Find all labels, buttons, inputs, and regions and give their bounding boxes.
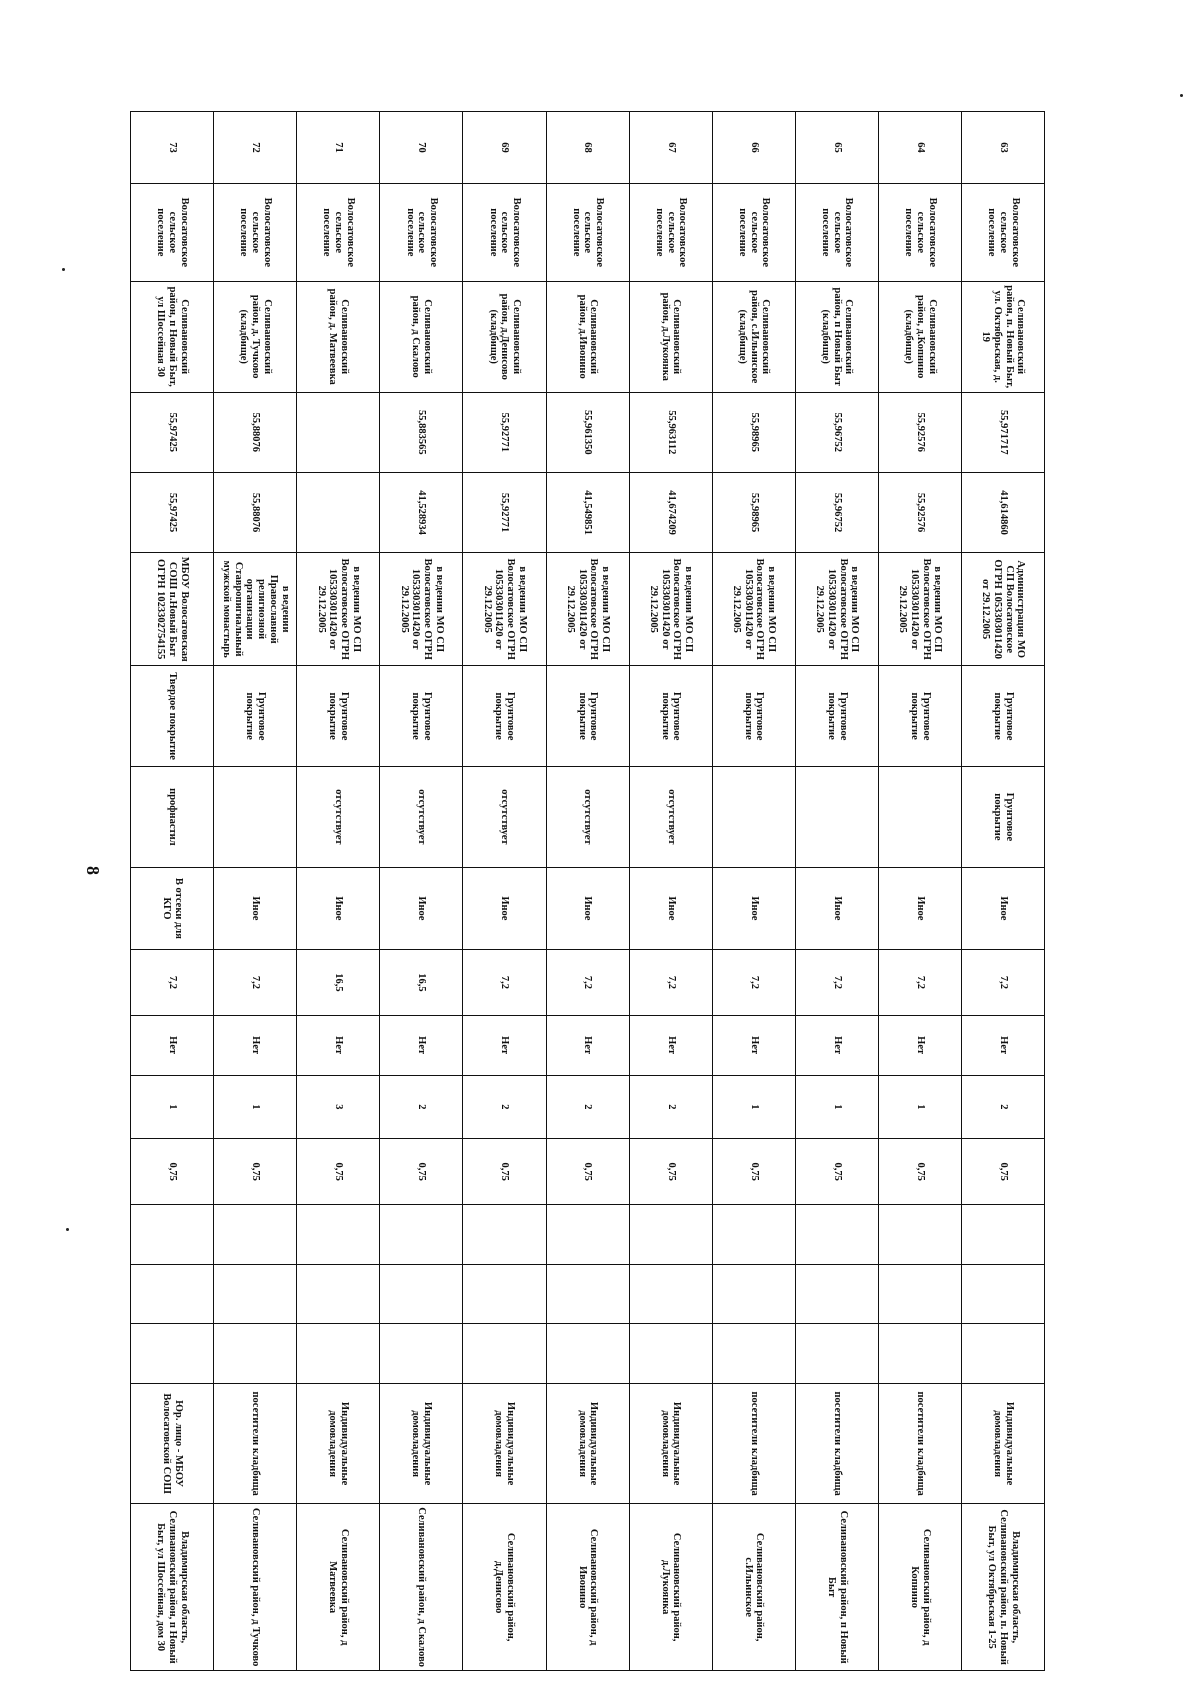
cell-container-kind: Иное xyxy=(463,867,546,949)
cell-container-kind: Иное xyxy=(712,867,795,949)
cell-extra-3 xyxy=(878,1324,961,1384)
cell-area: 7,2 xyxy=(878,950,961,1016)
cell-container-kind: В отсеки для КГО xyxy=(131,867,214,949)
cell-settlement: Волосатовское сельское поселение xyxy=(878,183,961,281)
cell-owner: в ведении Православной религиозной организации Ставропигиальный мужской монастырь xyxy=(214,553,297,666)
cell-waste-source: посетители кладбища xyxy=(878,1383,961,1503)
cell-area: 7,2 xyxy=(961,950,1044,1016)
cell-container-count: 1 xyxy=(795,1075,878,1139)
cell-extra-2 xyxy=(961,1264,1044,1324)
cell-area: 7,2 xyxy=(712,950,795,1016)
cell-extra-3 xyxy=(463,1324,546,1384)
cell-container-kind: Иное xyxy=(380,867,463,949)
cell-waste-source: Индивидуальные домовладения xyxy=(297,1383,380,1503)
cell-owner: в ведении МО СП Волосатовское ОГРН 1053303011420 от 29.12.2005 xyxy=(463,553,546,666)
cell-container-volume: 0,75 xyxy=(463,1139,546,1205)
cell-container-volume: 0,75 xyxy=(878,1139,961,1205)
cell-served-object: Селивановский район, д Тучково xyxy=(214,1504,297,1671)
cell-owner: в ведении МО СП Волосатовское ОГРН 1053303011420 от 29.12.2005 xyxy=(629,553,712,666)
cell-settlement: Волосатовское сельское поселение xyxy=(629,183,712,281)
cell-container-count: 2 xyxy=(961,1075,1044,1139)
cell-separate-collection: Нет xyxy=(131,1015,214,1075)
cell-fence xyxy=(795,767,878,868)
cell-surface: Грунтовое покрытие xyxy=(629,666,712,767)
cell-area: 16,5 xyxy=(297,950,380,1016)
cell-container-volume: 0,75 xyxy=(297,1139,380,1205)
cell-served-object: Селивановский район, п Новый Быт xyxy=(795,1504,878,1671)
cell-fence: Грунтовое покрытие xyxy=(961,767,1044,868)
cell-surface: Грунтовое покрытие xyxy=(878,666,961,767)
cell-latitude: 55,98965 xyxy=(712,392,795,472)
cell-longitude: 55,92771 xyxy=(463,472,546,552)
cell-separate-collection: Нет xyxy=(463,1015,546,1075)
cell-container-volume: 0,75 xyxy=(214,1139,297,1205)
cell-extra-1 xyxy=(629,1205,712,1265)
cell-latitude: 55,971717 xyxy=(961,392,1044,472)
cell-address: Селивановский район, с.Ильинское (кладбище) xyxy=(712,281,795,392)
table-row xyxy=(878,112,961,1671)
table-row xyxy=(131,112,214,1671)
cell-separate-collection: Нет xyxy=(297,1015,380,1075)
cell-address: Селивановский район, д.Лукоянка xyxy=(629,281,712,392)
cell-longitude: 55,96752 xyxy=(795,472,878,552)
cell-container-count: 3 xyxy=(297,1075,380,1139)
cell-area: 7,2 xyxy=(795,950,878,1016)
cell-separate-collection: Нет xyxy=(380,1015,463,1075)
table-row xyxy=(629,112,712,1671)
cell-number: 70 xyxy=(380,112,463,184)
cell-container-volume: 0,75 xyxy=(131,1139,214,1205)
cell-owner: МБОУ Волосатовская СОШ п.Новый Быт ОГРН 1023302754155 xyxy=(131,553,214,666)
table-body xyxy=(131,112,1045,1671)
cell-extra-2 xyxy=(131,1264,214,1324)
cell-container-kind: Иное xyxy=(878,867,961,949)
cell-latitude: 55,883565 xyxy=(380,392,463,472)
cell-owner: в ведении МО СП Волосатовское ОГРН 1053303011420 от 29.12.2005 xyxy=(297,553,380,666)
cell-separate-collection: Нет xyxy=(712,1015,795,1075)
cell-number: 65 xyxy=(795,112,878,184)
cell-surface: Грунтовое покрытие xyxy=(463,666,546,767)
cell-extra-1 xyxy=(546,1205,629,1265)
cell-extra-2 xyxy=(297,1264,380,1324)
cell-longitude: 55,97425 xyxy=(131,472,214,552)
cell-extra-3 xyxy=(214,1324,297,1384)
cell-number: 64 xyxy=(878,112,961,184)
cell-waste-source: Индивидуальные домовладения xyxy=(380,1383,463,1503)
cell-surface: Грунтовое покрытие xyxy=(712,666,795,767)
cell-container-count: 2 xyxy=(380,1075,463,1139)
cell-surface: Грунтовое покрытие xyxy=(795,666,878,767)
cell-latitude: 55,96752 xyxy=(795,392,878,472)
cell-separate-collection: Нет xyxy=(629,1015,712,1075)
cell-fence: отсутствует xyxy=(297,767,380,868)
cell-extra-2 xyxy=(214,1264,297,1324)
cell-waste-source: Индивидуальные домовладения xyxy=(463,1383,546,1503)
cell-settlement: Волосатовское сельское поселение xyxy=(297,183,380,281)
cell-number: 72 xyxy=(214,112,297,184)
cell-address: Селивановский район, д. Матвеевка xyxy=(297,281,380,392)
table-row xyxy=(463,112,546,1671)
cell-separate-collection: Нет xyxy=(878,1015,961,1075)
cell-container-kind: Иное xyxy=(546,867,629,949)
cell-settlement: Волосатовское сельское поселение xyxy=(712,183,795,281)
cell-served-object: Селивановский район, д.Денисово xyxy=(463,1504,546,1671)
cell-address: Селивановский район, д Скалово xyxy=(380,281,463,392)
cell-extra-1 xyxy=(214,1205,297,1265)
cell-settlement: Волосатовское сельское поселение xyxy=(380,183,463,281)
cell-fence: отсутствует xyxy=(629,767,712,868)
cell-served-object: Селивановский район, д.Лукоянка xyxy=(629,1504,712,1671)
cell-extra-1 xyxy=(131,1205,214,1265)
cell-extra-3 xyxy=(712,1324,795,1384)
cell-fence: отсутствует xyxy=(380,767,463,868)
cell-area: 7,2 xyxy=(629,950,712,1016)
table-row xyxy=(214,112,297,1671)
cell-waste-source: Индивидуальные домовладения xyxy=(629,1383,712,1503)
cell-waste-source: Индивидуальные домовладения xyxy=(546,1383,629,1503)
cell-latitude: 55,88076 xyxy=(214,392,297,472)
cell-surface: Грунтовое покрытие xyxy=(546,666,629,767)
cell-container-count: 1 xyxy=(214,1075,297,1139)
cell-area: 7,2 xyxy=(131,950,214,1016)
cell-separate-collection: Нет xyxy=(795,1015,878,1075)
cell-extra-1 xyxy=(463,1205,546,1265)
scan-speck xyxy=(1180,94,1183,97)
cell-address: Селивановский район, д.Денисово (кладбище) xyxy=(463,281,546,392)
cell-extra-1 xyxy=(712,1205,795,1265)
waste-site-registry-table xyxy=(130,111,1045,1671)
page-number: 8 xyxy=(83,866,103,875)
cell-latitude: 55,92576 xyxy=(878,392,961,472)
cell-address: Селивановский район, д.Копнино (кладбище) xyxy=(878,281,961,392)
cell-extra-1 xyxy=(297,1205,380,1265)
cell-area: 7,2 xyxy=(463,950,546,1016)
cell-address: Селивановский район, п Новый Быт, ул Шоссейная 30 xyxy=(131,281,214,392)
cell-extra-2 xyxy=(795,1264,878,1324)
cell-latitude: 55,963112 xyxy=(629,392,712,472)
cell-owner: в ведении МО СП Волосатовское ОГРН 1053303011420 от 29.12.2005 xyxy=(712,553,795,666)
cell-extra-2 xyxy=(629,1264,712,1324)
cell-fence xyxy=(214,767,297,868)
cell-container-count: 2 xyxy=(629,1075,712,1139)
cell-owner: в ведении МО СП Волосатовское ОГРН 1053303011420 от 29.12.2005 xyxy=(546,553,629,666)
cell-longitude: 55,92576 xyxy=(878,472,961,552)
cell-waste-source: посетители кладбища xyxy=(712,1383,795,1503)
cell-extra-3 xyxy=(131,1324,214,1384)
cell-container-kind: Иное xyxy=(297,867,380,949)
cell-served-object: Владимирская область, Селивановский район, п. Новый Быт, ул Октябрьская 1-25 xyxy=(961,1504,1044,1671)
cell-extra-3 xyxy=(546,1324,629,1384)
cell-settlement: Волосатовское сельское поселение xyxy=(214,183,297,281)
cell-extra-3 xyxy=(297,1324,380,1384)
cell-served-object: Селивановский район, д Скалово xyxy=(380,1504,463,1671)
cell-container-count: 1 xyxy=(131,1075,214,1139)
cell-settlement: Волосатовское сельское поселение xyxy=(961,183,1044,281)
cell-fence: отсутствует xyxy=(546,767,629,868)
cell-extra-2 xyxy=(546,1264,629,1324)
table-row xyxy=(961,112,1044,1671)
cell-address: Селивановский район, п. Новый Быт, ул. Октябрьская, д. 19 xyxy=(961,281,1044,392)
cell-surface: Твердое покрытие xyxy=(131,666,214,767)
cell-latitude xyxy=(297,392,380,472)
cell-container-volume: 0,75 xyxy=(546,1139,629,1205)
cell-latitude: 55,961350 xyxy=(546,392,629,472)
cell-waste-source: Юр. лицо - МБОУ Волосатовской СОШ xyxy=(131,1383,214,1503)
cell-settlement: Волосатовское сельское поселение xyxy=(131,183,214,281)
cell-container-volume: 0,75 xyxy=(795,1139,878,1205)
cell-longitude xyxy=(297,472,380,552)
cell-latitude: 55,97425 xyxy=(131,392,214,472)
cell-separate-collection: Нет xyxy=(214,1015,297,1075)
cell-number: 73 xyxy=(131,112,214,184)
cell-area: 7,2 xyxy=(546,950,629,1016)
table-row xyxy=(546,112,629,1671)
cell-waste-source: посетители кладбища xyxy=(214,1383,297,1503)
cell-address: Селивановский район, д. Тучково (кладбище) xyxy=(214,281,297,392)
cell-waste-source: посетители кладбища xyxy=(795,1383,878,1503)
cell-served-object: Селивановский район, д Ивонино xyxy=(546,1504,629,1671)
cell-separate-collection: Нет xyxy=(546,1015,629,1075)
cell-extra-3 xyxy=(380,1324,463,1384)
cell-extra-2 xyxy=(463,1264,546,1324)
scan-speck xyxy=(62,268,65,271)
cell-fence xyxy=(712,767,795,868)
table-row xyxy=(712,112,795,1671)
cell-extra-3 xyxy=(795,1324,878,1384)
cell-longitude: 41,614860 xyxy=(961,472,1044,552)
cell-address: Селивановский район, п Новый Быт (кладбище) xyxy=(795,281,878,392)
cell-fence: отсутствует xyxy=(463,767,546,868)
cell-surface: Грунтовое покрытие xyxy=(961,666,1044,767)
cell-container-volume: 0,75 xyxy=(380,1139,463,1205)
cell-surface: Грунтовое покрытие xyxy=(380,666,463,767)
cell-extra-1 xyxy=(878,1205,961,1265)
table-row xyxy=(795,112,878,1671)
cell-number: 71 xyxy=(297,112,380,184)
cell-waste-source: Индивидуальные домовладения xyxy=(961,1383,1044,1503)
cell-number: 67 xyxy=(629,112,712,184)
cell-extra-3 xyxy=(961,1324,1044,1384)
cell-extra-3 xyxy=(629,1324,712,1384)
cell-number: 66 xyxy=(712,112,795,184)
cell-settlement: Волосатовское сельское поселение xyxy=(795,183,878,281)
cell-container-volume: 0,75 xyxy=(712,1139,795,1205)
cell-served-object: Селивановский район, с.Ильинское xyxy=(712,1504,795,1671)
cell-longitude: 41,549851 xyxy=(546,472,629,552)
scan-speck xyxy=(66,1228,69,1231)
cell-area: 16,5 xyxy=(380,950,463,1016)
cell-owner: Администрация МО СП Волосатовское ОГРН 1053303011420 от 29.12.2005 xyxy=(961,553,1044,666)
cell-extra-2 xyxy=(878,1264,961,1324)
cell-container-kind: Иное xyxy=(795,867,878,949)
cell-longitude: 55,98965 xyxy=(712,472,795,552)
cell-longitude: 41,674209 xyxy=(629,472,712,552)
cell-served-object: Селивановский район, д Матвеевка xyxy=(297,1504,380,1671)
cell-extra-2 xyxy=(380,1264,463,1324)
cell-address: Селивановский район, д.Ивонино xyxy=(546,281,629,392)
cell-owner: в ведении МО СП Волосатовское ОГРН 1053303011420 от 29.12.2005 xyxy=(795,553,878,666)
table-row xyxy=(297,112,380,1671)
cell-container-volume: 0,75 xyxy=(629,1139,712,1205)
cell-area: 7,2 xyxy=(214,950,297,1016)
cell-fence: профнастил xyxy=(131,767,214,868)
cell-container-kind: Иное xyxy=(214,867,297,949)
cell-container-kind: Иное xyxy=(629,867,712,949)
cell-longitude: 55,88076 xyxy=(214,472,297,552)
cell-settlement: Волосатовское сельское поселение xyxy=(463,183,546,281)
cell-number: 68 xyxy=(546,112,629,184)
table-row xyxy=(380,112,463,1671)
cell-owner: в ведении МО СП Волосатовское ОГРН 1053303011420 от 29.12.2005 xyxy=(878,553,961,666)
cell-container-volume: 0,75 xyxy=(961,1139,1044,1205)
cell-extra-1 xyxy=(961,1205,1044,1265)
cell-longitude: 41,528934 xyxy=(380,472,463,552)
cell-extra-1 xyxy=(795,1205,878,1265)
cell-separate-collection: Нет xyxy=(961,1015,1044,1075)
cell-number: 69 xyxy=(463,112,546,184)
rotated-registry-table-container xyxy=(130,111,1045,1671)
cell-surface: Грунтовое покрытие xyxy=(214,666,297,767)
cell-served-object: Владимирская область, Селивановский район, п Новый Быт, ул Шоссейная, дом 30 xyxy=(131,1504,214,1671)
cell-settlement: Волосатовское сельское поселение xyxy=(546,183,629,281)
cell-container-count: 1 xyxy=(712,1075,795,1139)
cell-served-object: Селивановский район, д Копнино xyxy=(878,1504,961,1671)
cell-latitude: 55,92771 xyxy=(463,392,546,472)
cell-extra-1 xyxy=(380,1205,463,1265)
cell-container-kind: Иное xyxy=(961,867,1044,949)
cell-owner: в ведении МО СП Волосатовское ОГРН 1053303011420 от 29.12.2005 xyxy=(380,553,463,666)
cell-surface: Грунтовое покрытие xyxy=(297,666,380,767)
cell-number: 63 xyxy=(961,112,1044,184)
cell-container-count: 2 xyxy=(463,1075,546,1139)
cell-container-count: 2 xyxy=(546,1075,629,1139)
cell-extra-2 xyxy=(712,1264,795,1324)
cell-fence xyxy=(878,767,961,868)
cell-container-count: 1 xyxy=(878,1075,961,1139)
